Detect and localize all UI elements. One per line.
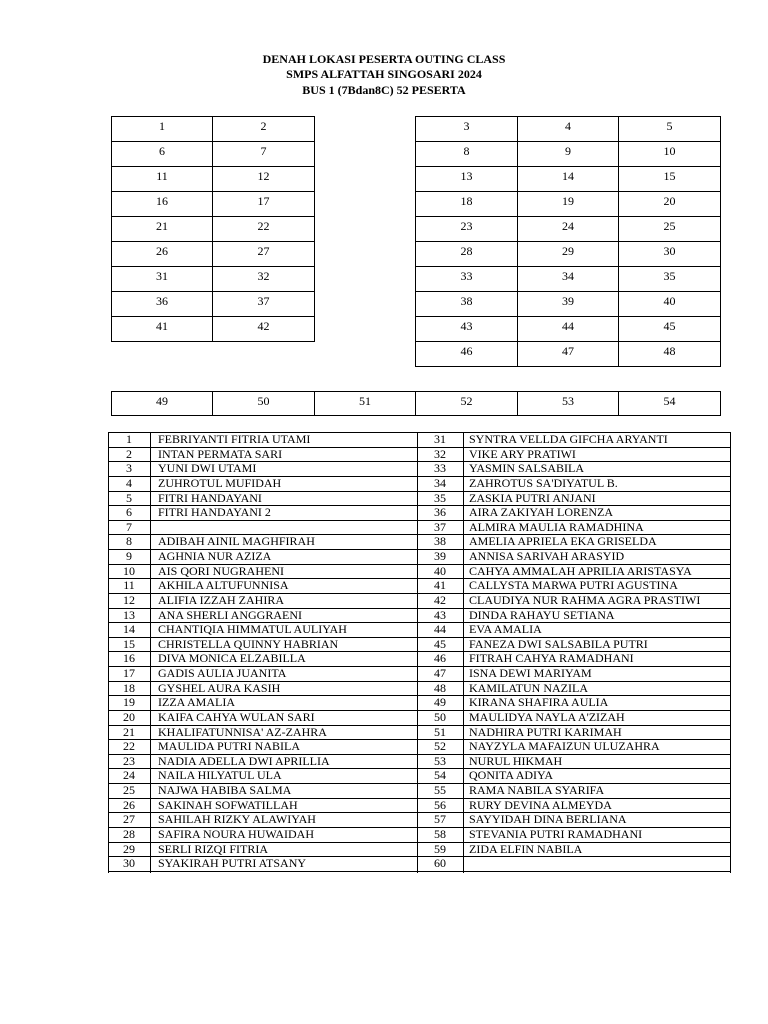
seat-cell bbox=[212, 391, 315, 416]
seat-number: 10 bbox=[663, 144, 676, 158]
seat-cell bbox=[517, 191, 619, 217]
participant-name: NURUL HIKMAH bbox=[469, 753, 563, 768]
seat-cell bbox=[212, 216, 315, 242]
seat-cell bbox=[415, 166, 518, 192]
participant-name: FANEZA DWI SALSABILA PUTRI bbox=[469, 636, 648, 651]
table-row bbox=[108, 798, 731, 813]
seat-number: 39 bbox=[562, 294, 574, 308]
participant-name: FITRI HANDAYANI 2 bbox=[158, 505, 271, 520]
seat-number: 19 bbox=[562, 194, 574, 208]
seat-cell bbox=[111, 266, 213, 292]
participant-number: 5 bbox=[126, 490, 132, 505]
participant-name: CAHYA AMMALAH APRILIA ARISTASYA bbox=[469, 563, 692, 578]
seat-number: 54 bbox=[663, 393, 676, 408]
seat-number: 44 bbox=[562, 319, 574, 333]
participant-number: 2 bbox=[126, 446, 132, 461]
seat-number: 50 bbox=[257, 393, 270, 408]
participant-name: KIRANA SHAFIRA AULIA bbox=[469, 695, 609, 710]
participant-number: 33 bbox=[434, 461, 446, 476]
seat-cell bbox=[415, 191, 518, 217]
participant-number: 27 bbox=[123, 812, 135, 827]
participant-name bbox=[158, 520, 416, 535]
seat-number: 36 bbox=[156, 294, 168, 308]
participant-number: 52 bbox=[434, 739, 446, 754]
seat-cell bbox=[212, 116, 315, 142]
table-row bbox=[108, 768, 731, 783]
participant-number: 7 bbox=[126, 519, 132, 534]
seat-cell bbox=[415, 341, 518, 367]
participant-number: 6 bbox=[126, 505, 132, 520]
seat-cell bbox=[618, 291, 721, 317]
participant-name: CHRISTELLA QUINNY HABRIAN bbox=[158, 636, 339, 651]
seat-number: 46 bbox=[460, 344, 473, 358]
participant-number: 32 bbox=[434, 446, 446, 461]
table-row bbox=[108, 505, 731, 520]
table-row bbox=[108, 842, 731, 857]
table-row bbox=[108, 681, 731, 696]
participant-number: 55 bbox=[434, 783, 446, 798]
participant-number: 35 bbox=[434, 490, 446, 505]
participant-name: NADHIRA PUTRI KARIMAH bbox=[469, 724, 622, 739]
seat-cell bbox=[111, 391, 213, 416]
participant-name: GYSHEL AURA KASIH bbox=[158, 680, 281, 695]
participant-name: ANA SHERLI ANGGRAENI bbox=[158, 607, 302, 622]
seat-cell bbox=[111, 116, 213, 142]
participant-name: CHANTIQIA HIMMATUL AULIYAH bbox=[158, 622, 347, 637]
seat-cell bbox=[517, 116, 619, 142]
participant-name: ZIDA ELFIN NABILA bbox=[469, 841, 583, 856]
participant-number: 43 bbox=[434, 607, 446, 622]
table-rule bbox=[108, 534, 731, 535]
participant-number: 51 bbox=[434, 724, 446, 739]
table-rule bbox=[108, 564, 731, 565]
participant-number: 53 bbox=[434, 753, 446, 768]
participant-name: DIVA MONICA ELZABILLA bbox=[158, 651, 306, 666]
participant-number: 44 bbox=[434, 622, 446, 637]
table-rule bbox=[150, 432, 151, 873]
seat-number: 9 bbox=[565, 144, 571, 158]
table-rule bbox=[108, 827, 731, 828]
table-rule bbox=[108, 608, 731, 609]
table-rule bbox=[108, 856, 731, 857]
seat-cell bbox=[212, 191, 315, 217]
seat-cell bbox=[212, 141, 315, 167]
table-row bbox=[108, 578, 731, 593]
participant-name: YUNI DWI UTAMI bbox=[158, 461, 257, 476]
table-rule bbox=[108, 798, 731, 799]
table-row bbox=[108, 754, 731, 769]
table-row bbox=[108, 739, 731, 754]
participant-name: SYNTRA VELLDA GIFCHA ARYANTI bbox=[469, 432, 668, 446]
participant-name: ALMIRA MAULIA RAMADHINA bbox=[469, 519, 644, 534]
participant-name: ZASKIA PUTRI ANJANI bbox=[469, 490, 596, 505]
participant-name: SAFIRA NOURA HUWAIDAH bbox=[158, 827, 315, 841]
table-row bbox=[108, 622, 731, 637]
seat-number: 53 bbox=[562, 393, 574, 408]
table-row bbox=[108, 593, 731, 608]
seat-cell bbox=[111, 141, 213, 167]
table-rule bbox=[108, 725, 731, 726]
participant-number: 45 bbox=[434, 636, 446, 651]
participant-number: 16 bbox=[123, 651, 135, 666]
seat-cell bbox=[111, 316, 213, 342]
table-row bbox=[108, 564, 731, 579]
participant-number: 58 bbox=[434, 827, 446, 841]
participant-number: 57 bbox=[434, 812, 446, 827]
seat-cell bbox=[111, 241, 213, 267]
seat-cell bbox=[415, 216, 518, 242]
participant-name: FITRAH CAHYA RAMADHANI bbox=[469, 651, 634, 666]
seat-cell bbox=[212, 166, 315, 192]
participant-name: DINDA RAHAYU SETIANA bbox=[469, 607, 615, 622]
table-row bbox=[108, 491, 731, 506]
seat-cell bbox=[212, 266, 315, 292]
table-rule bbox=[463, 432, 464, 873]
seat-number: 16 bbox=[156, 194, 168, 208]
table-rule bbox=[108, 432, 109, 873]
seat-cell bbox=[111, 291, 213, 317]
seat-number: 49 bbox=[156, 393, 168, 408]
table-row bbox=[108, 856, 731, 871]
participant-name: NAJWA HABIBA SALMA bbox=[158, 783, 292, 798]
seat-number: 32 bbox=[257, 269, 270, 283]
seat-number: 14 bbox=[562, 169, 574, 183]
participant-name: KAIFA CAHYA WULAN SARI bbox=[158, 709, 315, 724]
table-row bbox=[108, 447, 731, 462]
seat-number: 3 bbox=[463, 119, 470, 133]
seat-number: 13 bbox=[460, 169, 473, 183]
seat-cell bbox=[618, 241, 721, 267]
participant-name: STEVANIA PUTRI RAMADHANI bbox=[469, 827, 643, 841]
participant-name: RAMA NABILA SYARIFA bbox=[469, 783, 605, 798]
seat-cell bbox=[415, 241, 518, 267]
participant-name: QONITA ADIYA bbox=[469, 768, 554, 783]
participant-number: 19 bbox=[123, 695, 135, 710]
seat-number: 40 bbox=[663, 294, 676, 308]
table-rule bbox=[108, 842, 731, 843]
participant-number: 26 bbox=[123, 797, 135, 812]
participant-number: 47 bbox=[434, 666, 446, 681]
participant-number: 15 bbox=[123, 636, 135, 651]
table-row bbox=[108, 710, 731, 725]
table-rule bbox=[108, 593, 731, 594]
seat-number: 34 bbox=[562, 269, 574, 283]
participant-name: AMELIA APRIELA EKA GRISELDA bbox=[469, 534, 657, 549]
seat-number: 23 bbox=[460, 219, 473, 233]
seat-cell bbox=[212, 291, 315, 317]
seat-cell bbox=[618, 266, 721, 292]
participant-name: SAHILAH RIZKY ALAWIYAH bbox=[158, 812, 316, 827]
seat-cell bbox=[212, 316, 315, 342]
participant-name: EVA AMALIA bbox=[469, 622, 542, 637]
table-rule bbox=[108, 432, 731, 433]
table-row bbox=[108, 695, 731, 710]
participant-number: 29 bbox=[123, 841, 135, 856]
seat-cell bbox=[415, 141, 518, 167]
participant-number: 59 bbox=[434, 841, 446, 856]
participant-number: 28 bbox=[123, 827, 135, 841]
participant-number: 17 bbox=[123, 666, 135, 681]
participant-number: 49 bbox=[434, 695, 446, 710]
participant-name: YASMIN SALSABILA bbox=[469, 461, 585, 476]
seat-number: 38 bbox=[460, 294, 473, 308]
participant-number: 30 bbox=[123, 856, 135, 871]
seat-cell bbox=[517, 316, 619, 342]
seat-number: 41 bbox=[156, 319, 168, 333]
table-rule bbox=[108, 710, 731, 711]
participant-number: 38 bbox=[434, 534, 446, 549]
table-row bbox=[108, 534, 731, 549]
table-rule bbox=[108, 622, 731, 623]
participant-name: KHALIFATUNNISA' AZ-ZAHRA bbox=[158, 724, 327, 739]
participant-number: 23 bbox=[123, 753, 135, 768]
participant-number: 37 bbox=[434, 519, 446, 534]
table-rule bbox=[417, 432, 418, 873]
participant-number: 3 bbox=[126, 461, 132, 476]
seat-number: 4 bbox=[565, 119, 571, 133]
bus-info: BUS 1 (7Bdan8C) 52 PESERTA bbox=[302, 83, 466, 97]
participant-name: ZUHROTUL MUFIDAH bbox=[158, 475, 282, 490]
seat-number: 27 bbox=[257, 244, 270, 258]
seat-number: 2 bbox=[260, 119, 267, 133]
seat-cell bbox=[111, 166, 213, 192]
table-rule bbox=[108, 505, 731, 506]
participant-number: 22 bbox=[123, 739, 135, 754]
participant-name: SERLI RIZQI FITRIA bbox=[158, 841, 268, 856]
participant-number: 50 bbox=[434, 709, 446, 724]
participant-number: 34 bbox=[434, 475, 446, 490]
seat-cell bbox=[618, 341, 721, 367]
participant-number: 42 bbox=[434, 592, 446, 607]
seat-number: 8 bbox=[463, 144, 470, 158]
seat-cell bbox=[415, 291, 518, 317]
table-rule bbox=[108, 695, 731, 696]
seat-number: 11 bbox=[156, 169, 168, 183]
participant-number: 18 bbox=[123, 680, 135, 695]
table-rule bbox=[108, 666, 731, 667]
seat-number: 26 bbox=[156, 244, 168, 258]
participant-number: 8 bbox=[126, 534, 132, 549]
table-rule bbox=[108, 549, 731, 550]
seat-cell bbox=[517, 141, 619, 167]
table-row bbox=[108, 827, 731, 842]
seat-number: 47 bbox=[562, 344, 574, 358]
table-rule bbox=[108, 812, 731, 813]
participant-name: RURY DEVINA ALMEYDA bbox=[469, 797, 612, 812]
seat-number: 51 bbox=[359, 393, 371, 408]
participant-name: CLAUDIYA NUR RAHMA AGRA PRASTIWI bbox=[469, 592, 701, 607]
participant-number: 24 bbox=[123, 768, 135, 783]
seat-cell bbox=[618, 166, 721, 192]
table-rule bbox=[108, 754, 731, 755]
participant-name: CALLYSTA MARWA PUTRI AGUSTINA bbox=[469, 578, 678, 593]
participant-name: VIKE ARY PRATIWI bbox=[469, 446, 576, 461]
seat-cell bbox=[517, 266, 619, 292]
participant-number: 46 bbox=[434, 651, 446, 666]
seat-number: 1 bbox=[159, 119, 165, 133]
participant-number: 31 bbox=[434, 432, 446, 446]
table-row bbox=[108, 651, 731, 666]
seat-cell bbox=[517, 216, 619, 242]
participant-number: 48 bbox=[434, 680, 446, 695]
participant-number: 14 bbox=[123, 622, 135, 637]
table-rule bbox=[108, 520, 731, 521]
participant-number: 4 bbox=[126, 475, 132, 490]
participant-name: SAYYIDAH DINA BERLIANA bbox=[469, 812, 627, 827]
participant-name: MAULIDA PUTRI NABILA bbox=[158, 739, 300, 754]
participant-number: 9 bbox=[126, 549, 132, 564]
seat-number: 43 bbox=[460, 319, 473, 333]
table-row bbox=[108, 608, 731, 623]
seat-number: 37 bbox=[257, 294, 270, 308]
seat-cell bbox=[618, 191, 721, 217]
seat-number: 52 bbox=[460, 393, 473, 408]
participant-name: AKHILA ALTUFUNNISA bbox=[158, 578, 289, 593]
seat-cell bbox=[618, 141, 721, 167]
table-row bbox=[108, 476, 731, 491]
seat-cell bbox=[618, 116, 721, 142]
participant-number: 41 bbox=[434, 578, 446, 593]
table-row bbox=[108, 812, 731, 827]
seat-number: 24 bbox=[562, 219, 574, 233]
table-rule bbox=[108, 578, 731, 579]
table-row bbox=[108, 549, 731, 564]
seat-number: 42 bbox=[257, 319, 270, 333]
seat-number: 31 bbox=[156, 269, 168, 283]
table-row bbox=[108, 520, 731, 535]
table-rule bbox=[108, 637, 731, 638]
table-row bbox=[108, 461, 731, 476]
seat-cell bbox=[618, 391, 721, 416]
participant-name: FITRI HANDAYANI bbox=[158, 490, 262, 505]
seat-number: 48 bbox=[663, 344, 676, 358]
seat-cell bbox=[111, 191, 213, 217]
participant-number: 12 bbox=[123, 592, 135, 607]
table-row bbox=[108, 725, 731, 740]
participant-name: NADIA ADELLA DWI APRILLIA bbox=[158, 753, 330, 768]
participant-number: 11 bbox=[123, 578, 135, 593]
participant-name bbox=[469, 856, 731, 871]
table-rule bbox=[108, 739, 731, 740]
participant-number: 36 bbox=[434, 505, 446, 520]
participant-name: KAMILATUN NAZILA bbox=[469, 680, 588, 695]
seat-number: 6 bbox=[159, 144, 165, 158]
document-title: DENAH LOKASI PESERTA OUTING CLASS bbox=[262, 52, 506, 66]
seat-number: 29 bbox=[562, 244, 574, 258]
table-rule bbox=[108, 783, 731, 784]
table-rule bbox=[108, 768, 731, 769]
seat-cell bbox=[111, 216, 213, 242]
participant-name: NAILA HILYATUL ULA bbox=[158, 768, 282, 783]
participant-name: AIS QORI NUGRAHENI bbox=[158, 563, 284, 578]
participant-name: SAKINAH SOFWATILLAH bbox=[158, 797, 298, 812]
seat-number: 25 bbox=[663, 219, 676, 233]
table-rule bbox=[730, 432, 731, 873]
seat-number: 35 bbox=[663, 269, 676, 283]
participant-name: IZZA AMALIA bbox=[158, 695, 235, 710]
seat-number: 5 bbox=[666, 119, 673, 133]
seat-number: 22 bbox=[257, 219, 270, 233]
seat-number: 17 bbox=[257, 194, 270, 208]
seat-cell bbox=[517, 391, 619, 416]
participant-name: SYAKIRAH PUTRI ATSANY bbox=[158, 856, 307, 871]
participant-name: ZAHROTUS SA'DIYATUL B. bbox=[469, 475, 618, 490]
seat-number: 33 bbox=[460, 269, 473, 283]
participant-number: 10 bbox=[123, 563, 135, 578]
table-rule bbox=[108, 491, 731, 492]
participant-number: 54 bbox=[434, 768, 446, 783]
participant-name: AGHNIA NUR AZIZA bbox=[158, 549, 272, 564]
participant-number: 1 bbox=[126, 432, 132, 446]
seat-number: 15 bbox=[663, 169, 676, 183]
table-rule bbox=[108, 476, 731, 477]
seat-number: 7 bbox=[260, 144, 267, 158]
table-rule bbox=[108, 871, 731, 872]
seat-cell bbox=[517, 241, 619, 267]
seat-number: 21 bbox=[156, 219, 168, 233]
seat-cell bbox=[517, 166, 619, 192]
seat-cell bbox=[618, 316, 721, 342]
participant-number: 13 bbox=[123, 607, 135, 622]
table-row bbox=[108, 783, 731, 798]
table-row bbox=[108, 637, 731, 652]
participant-name: FEBRIYANTI FITRIA UTAMI bbox=[158, 432, 311, 446]
seat-cell bbox=[415, 391, 518, 416]
seat-number: 20 bbox=[663, 194, 676, 208]
table-rule bbox=[108, 447, 731, 448]
participant-number: 40 bbox=[434, 563, 446, 578]
seat-number: 12 bbox=[257, 169, 270, 183]
seat-cell bbox=[517, 291, 619, 317]
seat-number: 45 bbox=[663, 319, 676, 333]
seat-number: 18 bbox=[460, 194, 473, 208]
table-rule bbox=[108, 651, 731, 652]
table-rule bbox=[108, 461, 731, 462]
participant-name: ALIFIA IZZAH ZAHIRA bbox=[158, 592, 284, 607]
seat-cell bbox=[314, 391, 416, 416]
participant-name: ANNISA SARIVAH ARASYID bbox=[469, 549, 625, 564]
participant-name: AIRA ZAKIYAH LORENZA bbox=[469, 505, 613, 520]
participant-name: NAYZYLA MAFAIZUN ULUZAHRA bbox=[469, 739, 660, 754]
participant-number: 39 bbox=[434, 549, 446, 564]
participant-name: ADIBAH AINIL MAGHFIRAH bbox=[158, 534, 315, 549]
participant-number: 60 bbox=[434, 856, 446, 871]
table-row bbox=[108, 432, 731, 447]
table-rule bbox=[108, 681, 731, 682]
seat-cell bbox=[415, 316, 518, 342]
participant-number: 25 bbox=[123, 783, 135, 798]
seat-cell bbox=[415, 116, 518, 142]
participant-name: ISNA DEWI MARIYAM bbox=[469, 666, 592, 681]
participant-name: MAULIDYA NAYLA A'ZIZAH bbox=[469, 709, 625, 724]
seat-number: 28 bbox=[460, 244, 473, 258]
participant-name: INTAN PERMATA SARI bbox=[158, 446, 283, 461]
seat-cell bbox=[517, 341, 619, 367]
table-row bbox=[108, 666, 731, 681]
participant-number: 20 bbox=[123, 709, 135, 724]
seat-number: 30 bbox=[663, 244, 676, 258]
seat-cell bbox=[618, 216, 721, 242]
seat-cell bbox=[212, 241, 315, 267]
participant-name: GADIS AULIA JUANITA bbox=[158, 666, 287, 681]
participant-number: 21 bbox=[123, 724, 135, 739]
participant-number: 56 bbox=[434, 797, 446, 812]
seat-cell bbox=[415, 266, 518, 292]
school-name: SMPS ALFATTAH SINGOSARI 2024 bbox=[286, 67, 482, 81]
